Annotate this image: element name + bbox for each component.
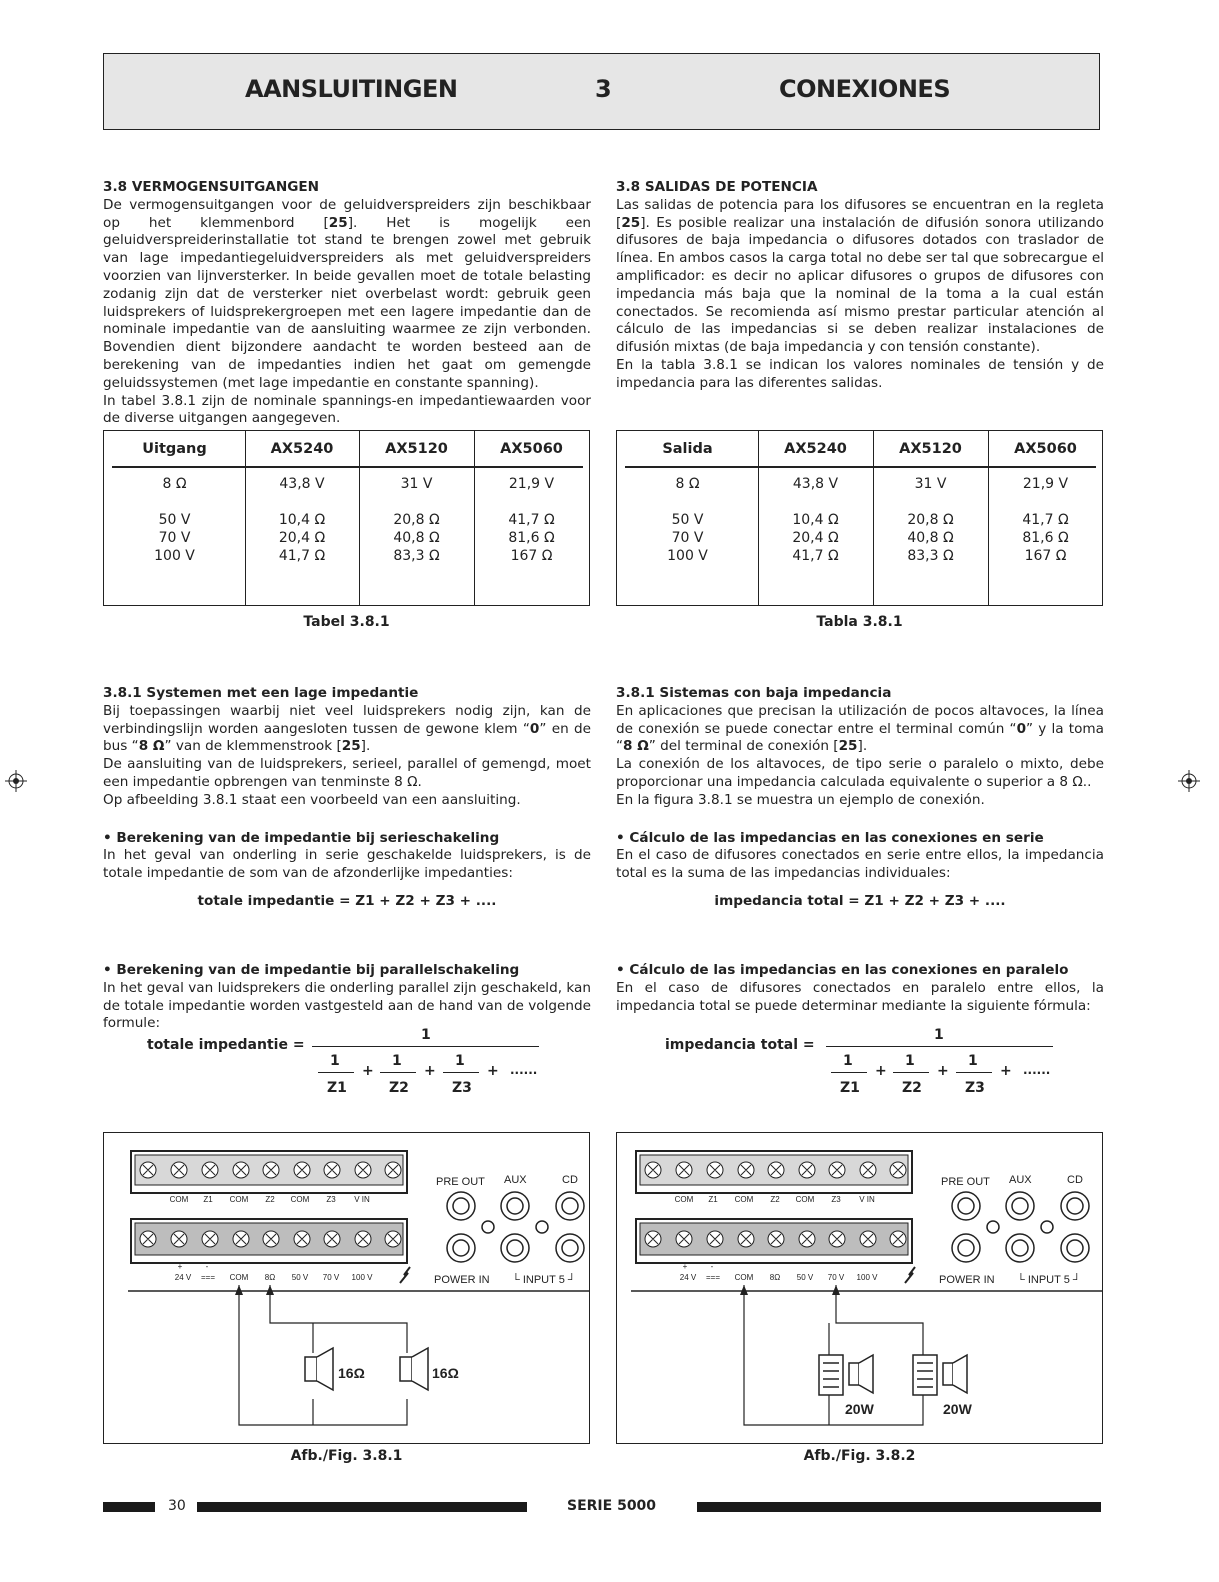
svg-text:8Ω: 8Ω [769, 1273, 781, 1282]
es-serie-title: • Cálculo de las impedancias en las conexiones en serie [616, 829, 1044, 846]
svg-text:CD: CD [1067, 1174, 1083, 1186]
fraction-line [443, 1072, 479, 1073]
formula-one: 1 [843, 1053, 853, 1069]
svg-text:Z1: Z1 [708, 1195, 718, 1204]
nl-par-formula-label: totale impedantie = [147, 1037, 305, 1053]
nl-section-3-8-1 [103, 685, 591, 911]
chapter-number: 3 [595, 75, 612, 103]
formula-z2: Z2 [902, 1080, 922, 1096]
label-com: COM [290, 1195, 310, 1204]
formula-dots: ...... [1023, 1063, 1051, 1077]
fraction-line [893, 1072, 929, 1073]
formula-z2: Z2 [389, 1080, 409, 1096]
wiring-diagram-line-transformer [617, 1133, 1102, 1443]
svg-text:-: - [205, 1262, 209, 1271]
svg-text:24 V: 24 V [679, 1273, 697, 1282]
fraction-line [312, 1046, 539, 1047]
table-cell-group: 50 V 70 V 100 V [154, 512, 195, 564]
header-title-nl: AANSLUITINGEN [245, 75, 458, 103]
svg-text:COM: COM [795, 1195, 815, 1204]
formula-z1: Z1 [327, 1080, 347, 1096]
registration-mark-icon [5, 770, 27, 792]
svg-text:└ INPUT 5 ┘: └ INPUT 5 ┘ [1017, 1274, 1081, 1286]
table-header: AX5240 [784, 441, 847, 457]
formula-z3: Z3 [452, 1080, 472, 1096]
es-s38-title: 3.8 SALIDAS DE POTENCIA [616, 179, 818, 195]
label-70v: 70 V [322, 1273, 340, 1282]
nl-s38-paragraph-2: In tabel 3.8.1 zijn de nominale spannings-en impedantiewaarden voor de diverse uitgangen aangegeven. [103, 392, 591, 427]
label-com: COM [229, 1273, 249, 1282]
es-serie-paragraph: En el caso de difusores conectados en serie entre ellos, la impedancia total es la suma de las impedancias individuales: [616, 847, 1104, 882]
page-number: 30 [168, 1498, 186, 1514]
nl-s381-paragraph-2: De aansluiting van de luidsprekers, serieel, parallel of gemengd, moet een impedantie opbrengen van tenminste 8 Ω. [103, 756, 591, 790]
table-cell: 31 V [914, 476, 947, 492]
header-title-es: CONEXIONES [779, 75, 951, 103]
table-cell-group: 20,8 Ω 40,8 Ω 83,3 Ω [907, 512, 954, 564]
svg-text:===: === [705, 1273, 721, 1282]
label-vin: V IN [354, 1195, 370, 1204]
table-cell: 31 V [400, 476, 433, 492]
table-cell: 43,8 V [792, 476, 839, 492]
svg-text:COM: COM [734, 1273, 754, 1282]
nl-table-caption: Tabel 3.8.1 [303, 614, 390, 630]
table-cell-group: 10,4 Ω 20,4 Ω 41,7 Ω [278, 512, 326, 564]
label-z1: Z1 [203, 1195, 213, 1204]
label-z3: Z3 [326, 1195, 336, 1204]
svg-text:50 V: 50 V [796, 1273, 814, 1282]
table-cell-group: 20,8 Ω 40,8 Ω 83,3 Ω [393, 512, 440, 564]
svg-text:Z2: Z2 [770, 1195, 780, 1204]
table-cell: 8 Ω [162, 476, 187, 492]
formula-one: 1 [905, 1053, 915, 1069]
nl-s381-paragraph: Bij toepassingen waarbij niet veel luidsprekers nodig zijn, kan de verbindingslijn worden aangesloten tussen de gewone klem “0” en de bus “8 Ω” van de klemmenstrook [25]. [103, 702, 591, 755]
speaker-2-power: 20W [943, 1401, 972, 1417]
lightning-icon [400, 1267, 410, 1283]
speaker-1-impedance: 16Ω [338, 1365, 365, 1381]
es-s38-paragraph-2: En la tabla 3.8.1 se indican los valores nominales de tensión y de impedancia para las diferentes salidas. [616, 356, 1104, 391]
formula-one: 1 [934, 1027, 944, 1043]
fraction-line [831, 1072, 867, 1073]
label-50v: 50 V [291, 1273, 309, 1282]
fig-3-8-2-caption: Afb./Fig. 3.8.2 [803, 1448, 916, 1464]
es-s381-paragraph-2: La conexión de los altavoces, de tipo serie o paralelo o mixto, debe proporcionar una impedancia calculada equivalente o superior a 8 Ω.. [616, 756, 1104, 790]
fraction-line [318, 1072, 354, 1073]
label-com: COM [229, 1195, 249, 1204]
nl-par-paragraph: In het geval van luidsprekers die onderling parallel zijn geschakeld, kan de totale impedantie worden vastgesteld aan de hand van de volgende formule: [103, 979, 591, 1032]
svg-text:COM: COM [734, 1195, 754, 1204]
es-s381-paragraph: En aplicaciones que precisan la utilización de pocos altavoces, la línea de conexión se puede conectar entre el terminal común “0” y la toma “8 Ω” del terminal de conexión [25]. [616, 702, 1104, 755]
rca-jacks [447, 1192, 584, 1262]
es-s381-title: 3.8.1 Sistemas con baja impedancia [616, 685, 892, 701]
es-s38-paragraph: Las salidas de potencia para los difusores se encuentran en la regleta [25]. Es posible realizar una instalación de difusión sonora utilizando difusores de baja impedancia o difusores dotados con traslador de línea. En ambos casos la carga total no debe ser tal que sobrecargue el amplificador: es decir no aplicar difusores o grupos de difusores con impedancia más baja que la nominal de la toma a la cual están conectados. Se recomienda así mismo prestar particular atención al cálculo de las impedancias si se deben realizar instalaciones de difusión mixtas (de baja impedancia y con tensión constante). [616, 196, 1104, 356]
table-cell-group: 41,7 Ω 81,6 Ω 167 Ω [508, 512, 555, 564]
formula-one: 1 [455, 1053, 465, 1069]
svg-text:-: - [710, 1262, 714, 1271]
series-label: SERIE 5000 [567, 1498, 657, 1514]
table-header: AX5120 [385, 441, 448, 457]
formula-plus: + [875, 1063, 887, 1079]
es-s381-paragraph-3: En la figura 3.8.1 se muestra un ejemplo de conexión. [616, 791, 985, 808]
lightning-icon [905, 1267, 915, 1283]
table-cell: 21,9 V [1022, 476, 1069, 492]
footer-bar [103, 1502, 155, 1512]
svg-text:AUX: AUX [1009, 1174, 1032, 1186]
registration-mark-icon [1178, 770, 1200, 792]
fig-3-8-1-caption: Afb./Fig. 3.8.1 [290, 1448, 403, 1464]
table-header: AX5060 [1014, 441, 1077, 457]
page-header [103, 53, 1100, 130]
es-table-caption: Tabla 3.8.1 [816, 614, 903, 630]
formula-z1: Z1 [840, 1080, 860, 1096]
table-header: AX5120 [899, 441, 962, 457]
nl-output-table [103, 430, 590, 606]
fraction-line [826, 1046, 1053, 1047]
wiring-diagram-16ohm [104, 1133, 589, 1443]
label-dc: === [200, 1273, 216, 1282]
formula-plus: + [937, 1063, 949, 1079]
formula-dots: ...... [510, 1063, 538, 1077]
label-8ohm: 8Ω [264, 1273, 276, 1282]
table-cell: 43,8 V [279, 476, 325, 492]
svg-text:PRE OUT: PRE OUT [941, 1176, 990, 1188]
nl-serie-title: • Berekening van de impedantie bij serieschakeling [103, 829, 500, 846]
formula-one: 1 [392, 1053, 402, 1069]
es-par-title: • Cálculo de las impedancias en las conexiones en paralelo [616, 962, 1069, 978]
es-parallel-section [616, 962, 1104, 1015]
label-pre-out: PRE OUT [436, 1176, 485, 1188]
fraction-line [380, 1072, 416, 1073]
nl-par-title: • Berekening van de impedantie bij parallelschakeling [103, 962, 520, 978]
label-com: COM [169, 1195, 189, 1204]
label-z2: Z2 [265, 1195, 275, 1204]
table-cell-group: 41,7 Ω 81,6 Ω 167 Ω [1022, 512, 1069, 564]
svg-text:POWER IN: POWER IN [939, 1274, 995, 1286]
formula-plus: + [1000, 1063, 1012, 1079]
formula-plus: + [362, 1063, 374, 1079]
speaker-icon [305, 1348, 428, 1390]
label-24v: 24 V [174, 1273, 192, 1282]
table-cell-group: 10,4 Ω 20,4 Ω 41,7 Ω [792, 512, 839, 564]
fraction-line [956, 1072, 992, 1073]
table-header: Uitgang [142, 441, 207, 457]
table-header: AX5240 [270, 441, 334, 457]
figure-3-8-2 [616, 1132, 1103, 1444]
formula-z3: Z3 [965, 1080, 985, 1096]
speaker-1-power: 20W [845, 1401, 874, 1417]
transformer-speaker-icon [819, 1355, 967, 1395]
svg-text:+: + [177, 1262, 183, 1271]
table-header: AX5060 [500, 441, 563, 457]
es-output-table [616, 430, 1103, 606]
nl-section-3-8 [103, 179, 591, 428]
nl-s381-title: 3.8.1 Systemen met een lage impedantie [103, 685, 419, 701]
table-cell-group: 50 V 70 V 100 V [667, 512, 708, 564]
svg-text:V IN: V IN [859, 1195, 875, 1204]
es-par-formula-label: impedancia total = [665, 1037, 815, 1053]
label-aux: AUX [504, 1174, 527, 1186]
nl-parallel-section [103, 962, 591, 1033]
table-header: Salida [662, 441, 713, 457]
es-serie-formula: impedancia total = Z1 + Z2 + Z3 + .... [714, 892, 1006, 909]
footer-bar [697, 1502, 1101, 1512]
nl-s38-paragraph: De vermogensuitgangen voor de geluidverspreiders zijn beschikbaar op het klemmenbord [25]. Het is mogelijk een geluidverspreiderinstallatie tot stand te brengen zowel met gebruik van lage impedantiegeluidverspreiders als met geluidverspreiders voorzien van lijnversterker. In beide gevallen moet de totale belasting zodanig zijn dat de versterker niet overbelast wordt: gebruik geen luidsprekers of luidsprekergroepen met een lagere impedantie dan de nominale impedantie van de aansluiting waarmee ze zijn verbonden. Bovendien dient bijzondere aandacht te worden besteed aan de berekening van de impedanties indien het gaat om gemengde geluidssystemen (met lage impedantie en constante spanning). [103, 196, 591, 391]
formula-plus: + [487, 1063, 499, 1079]
formula-one: 1 [968, 1053, 978, 1069]
speaker-2-impedance: 16Ω [432, 1365, 459, 1381]
formula-plus: + [424, 1063, 436, 1079]
es-section-3-8-1 [616, 685, 1104, 911]
svg-text:100 V: 100 V [856, 1273, 878, 1282]
footer-bar [197, 1502, 527, 1512]
nl-serie-paragraph: In het geval van onderling in serie geschakelde luidsprekers, is de totale impedantie de som van de afzonderlijke impedanties: [103, 847, 591, 882]
nl-s38-title: 3.8 VERMOGENSUITGANGEN [103, 179, 320, 195]
nl-serie-formula: totale impedantie = Z1 + Z2 + Z3 + .... [197, 892, 497, 909]
svg-text:COM: COM [674, 1195, 694, 1204]
svg-text:70 V: 70 V [827, 1273, 845, 1282]
svg-text:Z3: Z3 [831, 1195, 841, 1204]
es-section-3-8 [616, 179, 1104, 393]
figure-3-8-1 [103, 1132, 590, 1444]
formula-one: 1 [330, 1053, 340, 1069]
label-cd: CD [562, 1174, 578, 1186]
label-100v: 100 V [351, 1273, 373, 1282]
formula-one: 1 [421, 1027, 431, 1043]
rca-jacks [952, 1192, 1089, 1262]
table-cell: 21,9 V [508, 476, 555, 492]
label-input5: └ INPUT 5 ┘ [512, 1274, 576, 1286]
es-par-paragraph: En el caso de difusores conectados en paralelo entre ellos, la impedancia total se puede determinar mediante la siguiente fórmula: [616, 979, 1104, 1014]
table-cell: 8 Ω [675, 476, 700, 492]
label-power-in: POWER IN [434, 1274, 490, 1286]
svg-text:+: + [682, 1262, 688, 1271]
nl-s381-paragraph-3: Op afbeelding 3.8.1 staat een voorbeeld van een aansluiting. [103, 791, 521, 808]
